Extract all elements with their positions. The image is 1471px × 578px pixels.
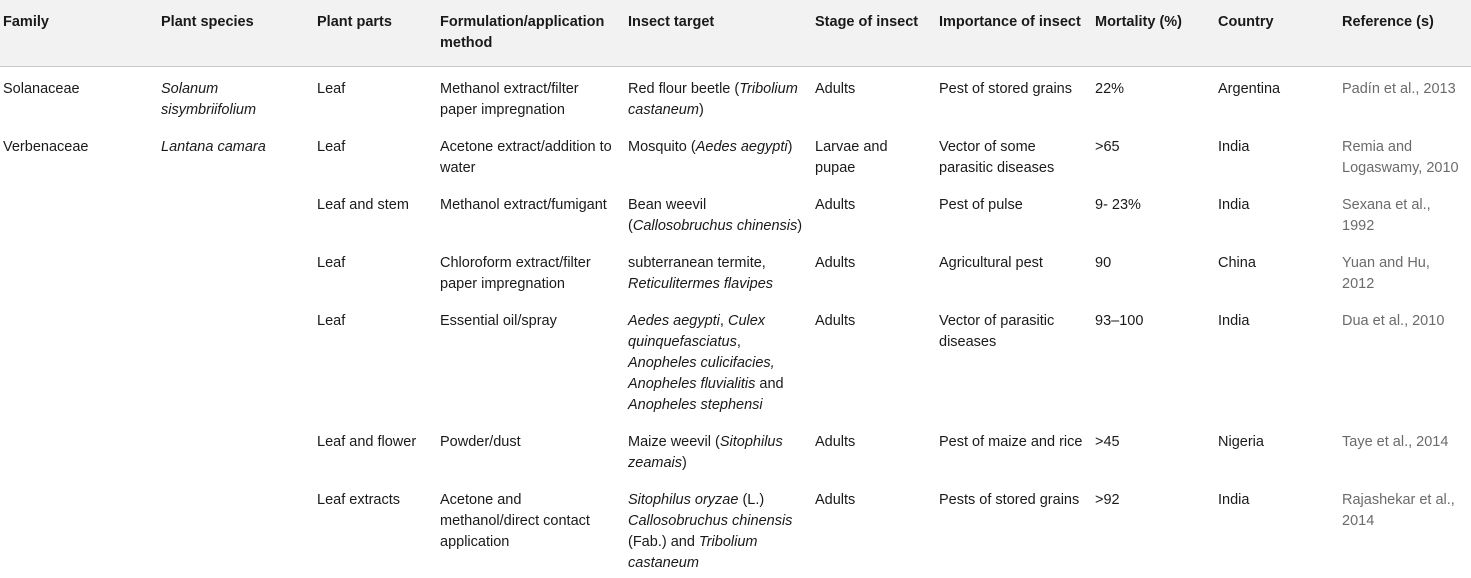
species-name: Anopheles culicifacies, Anopheles fluvialitis	[628, 355, 775, 392]
text-segment: and	[755, 376, 784, 392]
cell-importance: Vector of parasitic diseases	[939, 313, 1055, 350]
text-segment: )	[797, 218, 803, 234]
cell-stage: Adults	[815, 255, 856, 271]
cell-country: India	[1218, 313, 1250, 329]
cell-country: Nigeria	[1218, 434, 1264, 450]
cell-country: Argentina	[1218, 81, 1281, 97]
cell-country: China	[1218, 255, 1256, 271]
cell-importance: Pests of stored grains	[939, 492, 1080, 508]
cell-stage: Adults	[815, 81, 856, 97]
cell-reference: Yuan and Hu, 2012	[1342, 255, 1430, 292]
text-segment: subterranean termite,	[628, 255, 766, 271]
cell-family	[0, 299, 155, 420]
species-name: Reticulitermes flavipes	[628, 276, 774, 292]
cell-importance: Vector of some parasitic diseases	[939, 139, 1055, 176]
species-name: Tribolium castaneum	[628, 534, 758, 571]
table-row	[0, 183, 1471, 241]
cell-country: India	[1218, 197, 1250, 213]
header-importance: Importance of insect	[933, 0, 1089, 67]
cell-insect-target	[622, 241, 809, 299]
cell-plant-species	[155, 420, 311, 478]
cell-stage: Adults	[815, 434, 856, 450]
cell-importance: Pest of maize and rice	[939, 434, 1083, 450]
cell-insect-target	[622, 125, 809, 183]
header-row	[0, 0, 1471, 67]
cell-stage: Adults	[815, 313, 856, 329]
cell-formulation: Essential oil/spray	[440, 313, 557, 329]
cell-formulation: Methanol extract/fumigant	[440, 197, 607, 213]
cell-plant-parts: Leaf	[317, 81, 346, 97]
cell-family	[0, 241, 155, 299]
species-name: Sitophilus zeamais	[628, 434, 783, 471]
cell-mortality: 9- 23%	[1095, 197, 1141, 213]
table-row	[0, 67, 1471, 126]
text-segment: Mosquito (	[628, 139, 696, 155]
header-formulation: Formulation/application method	[434, 0, 622, 67]
cell-formulation: Methanol extract/filter paper impregnation	[440, 81, 579, 118]
species-name: Callosobruchus chinensis	[628, 513, 793, 529]
header-reference: Reference (s)	[1336, 0, 1471, 67]
cell-formulation: Powder/dust	[440, 434, 521, 450]
table-row	[0, 420, 1471, 478]
cell-formulation: Acetone extract/addition to water	[440, 139, 612, 176]
text-segment: )	[682, 455, 687, 471]
table-row	[0, 241, 1471, 299]
cell-formulation: Chloroform extract/filter paper impregnation	[440, 255, 591, 292]
cell-family	[0, 420, 155, 478]
cell-mortality: >65	[1095, 139, 1120, 155]
cell-plant-species	[155, 299, 311, 420]
cell-mortality: 22%	[1095, 81, 1125, 97]
text-segment: )	[698, 102, 704, 118]
cell-reference: Dua et al., 2010	[1342, 313, 1445, 329]
species-name: Aedes aegypti	[695, 139, 788, 155]
text-segment: (Fab.) and	[628, 534, 699, 550]
table-row	[0, 299, 1471, 420]
cell-insect-target	[622, 420, 809, 478]
cell-insect-target	[622, 478, 809, 578]
cell-mortality: 93–100	[1095, 313, 1144, 329]
cell-plant-species: Lantana camara	[161, 139, 266, 155]
cell-mortality: >45	[1095, 434, 1120, 450]
cell-insect-target	[622, 183, 809, 241]
cell-country: India	[1218, 139, 1250, 155]
cell-reference: Padín et al., 2013	[1342, 81, 1456, 97]
cell-plant-species: Solanum sisymbriifolium	[161, 81, 257, 118]
cell-reference: Rajashekar et al., 2014	[1342, 492, 1455, 529]
table-row	[0, 478, 1471, 578]
cell-stage: Adults	[815, 197, 856, 213]
cell-mortality: >92	[1095, 492, 1120, 508]
cell-formulation: Acetone and methanol/direct contact application	[440, 492, 590, 550]
header-plant-species: Plant species	[155, 0, 311, 67]
species-name: Aedes aegypti	[628, 313, 720, 329]
header-mortality: Mortality (%)	[1089, 0, 1212, 67]
header-stage: Stage of insect	[809, 0, 933, 67]
text-segment: ,	[719, 313, 728, 329]
table-row	[0, 125, 1471, 183]
species-name: Sitophilus oryzae	[628, 492, 739, 508]
header-insect-target: Insect target	[622, 0, 809, 67]
header-country: Country	[1212, 0, 1336, 67]
text-segment: Red flour beetle (	[628, 81, 740, 97]
cell-plant-species	[155, 241, 311, 299]
cell-country: India	[1218, 492, 1250, 508]
cell-plant-parts: Leaf and stem	[317, 197, 409, 213]
cell-family: Verbenaceae	[3, 139, 89, 155]
cell-reference: Remia and Logaswamy, 2010	[1342, 139, 1459, 176]
cell-importance: Pest of stored grains	[939, 81, 1072, 97]
text-segment: (L.)	[738, 492, 765, 508]
text-segment: Maize weevil (	[628, 434, 720, 450]
cell-plant-parts: Leaf	[317, 313, 346, 329]
cell-plant-parts: Leaf extracts	[317, 492, 401, 508]
species-name: Anopheles stephensi	[628, 397, 763, 413]
cell-importance: Pest of pulse	[939, 197, 1023, 213]
cell-family	[0, 183, 155, 241]
cell-plant-species	[155, 183, 311, 241]
species-name: Culex quinquefasciatus	[628, 313, 766, 350]
cell-mortality: 90	[1095, 255, 1112, 271]
cell-plant-species	[155, 478, 311, 578]
cell-reference: Taye et al., 2014	[1342, 434, 1449, 450]
cell-insect-target	[622, 67, 809, 126]
cell-plant-parts: Leaf and flower	[317, 434, 417, 450]
cell-reference: Sexana et al., 1992	[1342, 197, 1431, 234]
text-segment: Bean weevil (	[628, 197, 707, 234]
text-segment: ,	[736, 334, 741, 350]
cell-family	[0, 478, 155, 578]
cell-importance: Agricultural pest	[939, 255, 1043, 271]
cell-insect-target	[622, 299, 809, 420]
species-name: Tribolium castaneum	[628, 81, 798, 118]
cell-stage: Adults	[815, 492, 856, 508]
species-name: Callosobruchus chinensis	[632, 218, 798, 234]
cell-plant-parts: Leaf	[317, 255, 346, 271]
header-plant-parts: Plant parts	[311, 0, 434, 67]
header-family: Family	[0, 0, 155, 67]
cell-plant-parts: Leaf	[317, 139, 346, 155]
text-segment: )	[787, 139, 793, 155]
cell-stage: Larvae and pupae	[815, 139, 888, 176]
cell-family: Solanaceae	[3, 81, 80, 97]
